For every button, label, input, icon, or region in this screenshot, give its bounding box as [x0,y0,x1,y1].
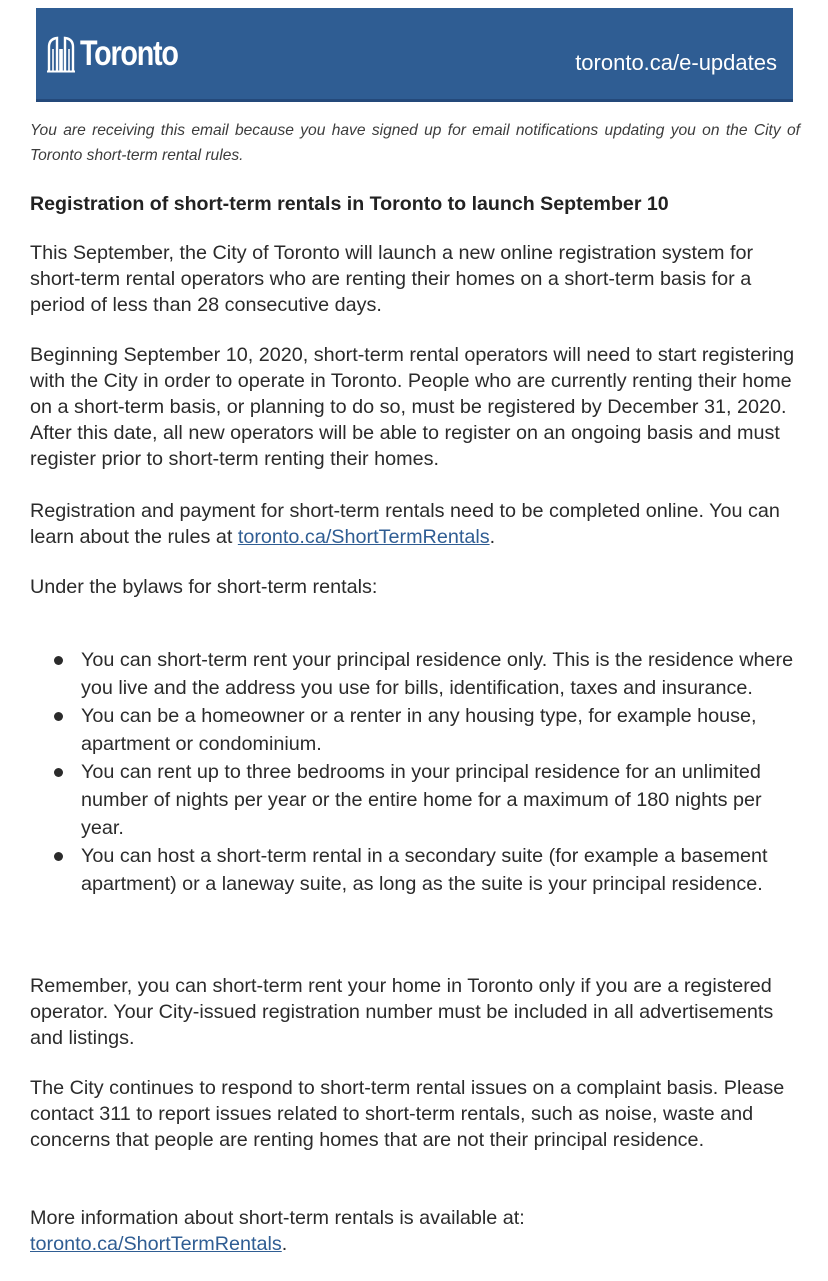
list-item [30,702,800,758]
list-item [30,842,800,898]
paragraph-online-registration [30,498,800,550]
email-body [30,118,800,1255]
bullet-icon [54,712,63,721]
subscription-notice: You are receiving this email because you have signed up for email notifications updating you on the City of Toronto short-term rental rules. [30,122,800,164]
bullet-icon [54,656,63,665]
paragraph-text: Registration and payment for short-term rentals need to be completed online. You can learn about the rules at [30,500,780,548]
short-term-rentals-link[interactable]: toronto.ca/ShortTermRentals [237,526,490,548]
city-of-toronto-logo[interactable] [46,34,199,74]
list-item [30,646,800,702]
city-hall-logo-icon [46,35,76,73]
paragraph-text: More information about short-term rentals is available at: [30,1207,525,1229]
list-item-text: You can rent up to three bedrooms in your principal residence for an unlimited number of nights per year or the entire home for a maximum of 180 nights per year. [81,761,762,839]
list-item [30,758,800,842]
list-item-text: You can host a short-term rental in a secondary suite (for example a basement apartment) or a laneway suite, as long as the suite is your principal residence. [81,845,768,895]
paragraph-launch-intro: This September, the City of Toronto will launch a new online registration system for short-term rental operators who are renting their homes on a short-term basis for a period of less than 28 consecutive days. [30,242,754,316]
paragraph-registration-dates: Beginning September 10, 2020, short-term rental operators will need to start registering with the City in order to operate in Toronto. People who are currently renting their home on a short-term basis, or planning to do so, must be registered by December 31, 2020. After this date, all new operators will be able to register on an ongoing basis and must register prior to short-term renting their homes. [30,344,795,470]
paragraph-bylaws-lead: Under the bylaws for short-term rentals: [30,576,378,598]
bullet-icon [54,768,63,777]
list-item-text: You can be a homeowner or a renter in any housing type, for example house, apartment or condominium. [81,705,757,755]
email-headline: Registration of short-term rentals in Toronto to launch September 10 [30,193,669,215]
paragraph-period: . [281,1233,288,1255]
e-updates-url[interactable]: toronto.ca/e-updates [575,50,777,75]
short-term-rentals-link[interactable]: toronto.ca/ShortTermRentals [30,1233,282,1255]
logo-wordmark: Toronto [80,34,178,73]
bullet-icon [54,852,63,861]
paragraph-period: . [489,526,496,548]
paragraph-complaints-311: The City continues to respond to short-term rental issues on a complaint basis. Please contact 311 to report issues related to short-term rentals, such as noise, waste and concerns that people are renting homes that are not their principal residence. [30,1077,785,1151]
list-item-text: You can short-term rent your principal residence only. This is the residence where you live and the address you use for bills, identification, taxes and insurance. [81,649,794,699]
bylaws-list [30,646,800,898]
paragraph-registered-operator: Remember, you can short-term rent your home in Toronto only if you are a registered operator. Your City-issued registration number must be included in all advertisements and listings. [30,975,774,1049]
email-header-banner [36,8,793,102]
paragraph-more-information [30,1205,800,1257]
